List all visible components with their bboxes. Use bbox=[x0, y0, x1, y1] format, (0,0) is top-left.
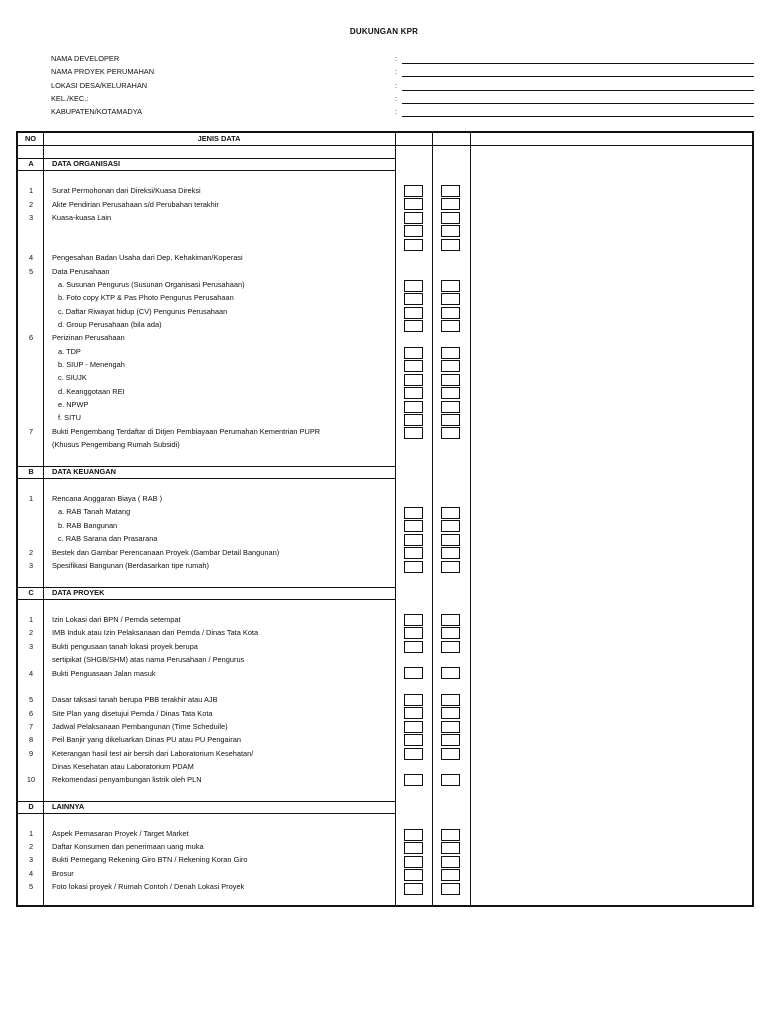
row-number: 4 bbox=[28, 869, 34, 878]
checkbox-col1[interactable] bbox=[404, 225, 423, 237]
checkbox-col1[interactable] bbox=[404, 748, 423, 760]
checkbox-col2[interactable] bbox=[441, 225, 460, 237]
checkbox-col1[interactable] bbox=[404, 212, 423, 224]
field-value-kabupaten[interactable] bbox=[402, 116, 754, 117]
row-text: e. NPWP bbox=[58, 400, 89, 409]
checkbox-col1[interactable] bbox=[404, 614, 423, 626]
row-text: a. TDP bbox=[58, 347, 81, 356]
row-number: 5 bbox=[28, 882, 34, 891]
row-number: 6 bbox=[28, 709, 34, 718]
row-number: 1 bbox=[28, 829, 34, 838]
checkbox-col2[interactable] bbox=[441, 721, 460, 733]
col-header-jenis: JENIS DATA bbox=[197, 134, 241, 143]
section-rule bbox=[18, 599, 395, 600]
row-text: IMB Induk atau Izin Pelaksanaan dari Pemda / Dinas Tata Kota bbox=[52, 628, 259, 637]
row-text: (Khusus Pengembang Rumah Subsidi) bbox=[52, 440, 180, 449]
row-text: Rekomendasi penyambungan listrik oleh PLN bbox=[52, 775, 202, 784]
checkbox-col1[interactable] bbox=[404, 374, 423, 386]
checkbox-col1[interactable] bbox=[404, 293, 423, 305]
row-number: 3 bbox=[28, 561, 34, 570]
row-number: 1 bbox=[28, 615, 34, 624]
col-divider bbox=[395, 133, 396, 905]
section-code: C bbox=[28, 588, 34, 597]
checkbox-col2[interactable] bbox=[441, 387, 460, 399]
row-text: Bukti pengusaan tanah lokasi proyek berupa bbox=[52, 642, 198, 651]
row-text: c. Daftar Riwayat hidup (CV) Pengurus Perusahaan bbox=[58, 307, 228, 316]
row-text: Bukti Pemegang Rekening Giro BTN / Rekening Koran Giro bbox=[52, 855, 248, 864]
checkbox-col2[interactable] bbox=[441, 869, 460, 881]
row-text: c. SIUJK bbox=[58, 373, 87, 382]
row-text: sertipikat (SHGB/SHM) atas nama Perusahaan / Pengurus bbox=[52, 655, 245, 664]
field-colon: : bbox=[395, 67, 398, 76]
checkbox-col2[interactable] bbox=[441, 829, 460, 841]
checkbox-col2[interactable] bbox=[441, 293, 460, 305]
row-text: Brosur bbox=[52, 869, 74, 878]
row-number: 3 bbox=[28, 642, 34, 651]
checkbox-col2[interactable] bbox=[441, 734, 460, 746]
checkbox-col2[interactable] bbox=[441, 842, 460, 854]
field-label-kelkec: KEL./KEC.: bbox=[51, 94, 89, 103]
checkbox-col2[interactable] bbox=[441, 547, 460, 559]
checkbox-col2[interactable] bbox=[441, 401, 460, 413]
checkbox-col1[interactable] bbox=[404, 694, 423, 706]
checkbox-col1[interactable] bbox=[404, 401, 423, 413]
checkbox-col1[interactable] bbox=[404, 883, 423, 895]
row-text: Kuasa-kuasa Lain bbox=[52, 213, 112, 222]
row-text: Rencana Anggaran Biaya ( RAB ) bbox=[52, 494, 163, 503]
checkbox-col2[interactable] bbox=[441, 561, 460, 573]
field-value-developer[interactable] bbox=[402, 63, 754, 64]
row-text: b. SIUP - Menengah bbox=[58, 360, 125, 369]
row-text: Surat Permohonan dari Direksi/Kuasa Direksi bbox=[52, 186, 201, 195]
row-text: Keterangan hasil test air bersih dari Laboratorium Kesehatan/ bbox=[52, 749, 254, 758]
checkbox-col1[interactable] bbox=[404, 414, 423, 426]
row-number: 3 bbox=[28, 213, 34, 222]
checkbox-col2[interactable] bbox=[441, 883, 460, 895]
row-text: a. Susunan Pengurus (Susunan Organisasi Perusahaan) bbox=[58, 280, 245, 289]
checkbox-col2[interactable] bbox=[441, 185, 460, 197]
checkbox-col1[interactable] bbox=[404, 427, 423, 439]
checkbox-col1[interactable] bbox=[404, 307, 423, 319]
checkbox-col1[interactable] bbox=[404, 707, 423, 719]
checkbox-col1[interactable] bbox=[404, 721, 423, 733]
checkbox-col2[interactable] bbox=[441, 707, 460, 719]
checkbox-col1[interactable] bbox=[404, 627, 423, 639]
row-number: 8 bbox=[28, 735, 34, 744]
row-number: 9 bbox=[28, 749, 34, 758]
checkbox-col2[interactable] bbox=[441, 307, 460, 319]
section-rule bbox=[18, 170, 395, 171]
checkbox-col2[interactable] bbox=[441, 507, 460, 519]
col-divider bbox=[43, 133, 44, 905]
checkbox-col2[interactable] bbox=[441, 627, 460, 639]
row-text: Bestek dan Gambar Perencanaan Proyek (Gambar Detail Bangunan) bbox=[52, 548, 280, 557]
field-colon: : bbox=[395, 54, 398, 63]
checkbox-col1[interactable] bbox=[404, 320, 423, 332]
checkbox-col1[interactable] bbox=[404, 547, 423, 559]
row-number: 6 bbox=[28, 333, 34, 342]
row-text: Spesifikasi Bangunan (Berdasarkan tipe rumah) bbox=[52, 561, 209, 570]
section-code: D bbox=[28, 802, 34, 811]
row-text: Daftar Konsumen dan penerimaan uang muka bbox=[52, 842, 204, 851]
section-code: B bbox=[28, 467, 34, 476]
field-colon: : bbox=[395, 107, 398, 116]
row-text: Dasar taksasi tanah berupa PBB terakhir atau AJB bbox=[52, 695, 218, 704]
row-number: 4 bbox=[28, 253, 34, 262]
field-colon: : bbox=[395, 81, 398, 90]
field-value-lokasi[interactable] bbox=[402, 90, 754, 91]
field-colon: : bbox=[395, 94, 398, 103]
row-text: a. RAB Tanah Matang bbox=[58, 507, 131, 516]
checkbox-col2[interactable] bbox=[441, 856, 460, 868]
checkbox-col2[interactable] bbox=[441, 774, 460, 786]
checkbox-col2[interactable] bbox=[441, 212, 460, 224]
row-number: 2 bbox=[28, 842, 34, 851]
section-title: DATA KEUANGAN bbox=[52, 467, 116, 476]
checkbox-col1[interactable] bbox=[404, 842, 423, 854]
row-number: 1 bbox=[28, 186, 34, 195]
row-text: Bukti Penguasaan Jalan masuk bbox=[52, 669, 156, 678]
row-text: b. RAB Bangunan bbox=[58, 521, 118, 530]
field-label-lokasi: LOKASI DESA/KELURAHAN bbox=[51, 81, 148, 90]
checkbox-col1[interactable] bbox=[404, 667, 423, 679]
checkbox-col2[interactable] bbox=[441, 280, 460, 292]
checkbox-col1[interactable] bbox=[404, 734, 423, 746]
page-title: DUKUNGAN KPR bbox=[349, 27, 419, 36]
row-number: 1 bbox=[28, 494, 34, 503]
field-label-kabupaten: KABUPATEN/KOTAMADYA bbox=[51, 107, 143, 116]
checkbox-col2[interactable] bbox=[441, 667, 460, 679]
col-divider bbox=[432, 133, 433, 905]
field-label-developer: NAMA DEVELOPER bbox=[51, 54, 120, 63]
row-text: Dinas Kesehatan atau Laboratorium PDAM bbox=[52, 762, 194, 771]
row-number: 3 bbox=[28, 855, 34, 864]
row-text: Perizinan Perusahaan bbox=[52, 333, 125, 342]
row-text: Akte Pendirian Perusahaan s/d Perubahan terakhir bbox=[52, 200, 219, 209]
row-text: b. Foto copy KTP & Pas Photo Pengurus Perusahaan bbox=[58, 293, 234, 302]
checkbox-col1[interactable] bbox=[404, 856, 423, 868]
checkbox-col1[interactable] bbox=[404, 520, 423, 532]
col-divider bbox=[470, 133, 471, 905]
col-header-no: NO bbox=[24, 134, 37, 143]
row-number: 5 bbox=[28, 695, 34, 704]
checkbox-col1[interactable] bbox=[404, 198, 423, 210]
checkbox-col2[interactable] bbox=[441, 748, 460, 760]
checkbox-col1[interactable] bbox=[404, 534, 423, 546]
checkbox-col2[interactable] bbox=[441, 520, 460, 532]
checkbox-col2[interactable] bbox=[441, 427, 460, 439]
row-number: 4 bbox=[28, 669, 34, 678]
row-number: 7 bbox=[28, 722, 34, 731]
checkbox-col2[interactable] bbox=[441, 534, 460, 546]
field-value-proyek[interactable] bbox=[402, 76, 754, 77]
checkbox-col2[interactable] bbox=[441, 198, 460, 210]
header-divider bbox=[18, 145, 752, 146]
checkbox-col2[interactable] bbox=[441, 374, 460, 386]
row-text: Izin Lokasi dari BPN / Pemda setempat bbox=[52, 615, 181, 624]
checkbox-col1[interactable] bbox=[404, 239, 423, 251]
checkbox-col2[interactable] bbox=[441, 239, 460, 251]
row-text: d. Group Perusahaan (bila ada) bbox=[58, 320, 162, 329]
row-text: Bukti Pengembang Terdaftar di Ditjen Pembiayaan Perumahan Kementrian PUPR bbox=[52, 427, 321, 436]
checkbox-col1[interactable] bbox=[404, 280, 423, 292]
checkbox-col1[interactable] bbox=[404, 641, 423, 653]
section-rule bbox=[18, 813, 395, 814]
checkbox-col1[interactable] bbox=[404, 774, 423, 786]
checkbox-col1[interactable] bbox=[404, 561, 423, 573]
section-title: DATA PROYEK bbox=[52, 588, 105, 597]
checkbox-col2[interactable] bbox=[441, 360, 460, 372]
row-text: Peil Banjir yang dikeluarkan Dinas PU atau PU Pengairan bbox=[52, 735, 241, 744]
field-value-kelkec[interactable] bbox=[402, 103, 754, 104]
checkbox-col2[interactable] bbox=[441, 320, 460, 332]
checkbox-col1[interactable] bbox=[404, 869, 423, 881]
row-number: 2 bbox=[28, 548, 34, 557]
checkbox-col2[interactable] bbox=[441, 414, 460, 426]
checkbox-col1[interactable] bbox=[404, 829, 423, 841]
row-number: 10 bbox=[26, 775, 36, 784]
checkbox-col2[interactable] bbox=[441, 347, 460, 359]
checkbox-col2[interactable] bbox=[441, 641, 460, 653]
checkbox-col1[interactable] bbox=[404, 360, 423, 372]
checkbox-col1[interactable] bbox=[404, 507, 423, 519]
row-number: 7 bbox=[28, 427, 34, 436]
section-title: LAINNYA bbox=[52, 802, 85, 811]
row-number: 2 bbox=[28, 628, 34, 637]
row-text: Data Perusahaan bbox=[52, 267, 110, 276]
section-code: A bbox=[28, 159, 34, 168]
row-text: f. SITU bbox=[58, 413, 81, 422]
row-text: Aspek Pemasaran Proyek / Target Market bbox=[52, 829, 189, 838]
checkbox-col1[interactable] bbox=[404, 387, 423, 399]
field-label-proyek: NAMA PROYEK PERUMAHAN bbox=[51, 67, 155, 76]
checkbox-col2[interactable] bbox=[441, 694, 460, 706]
checkbox-col2[interactable] bbox=[441, 614, 460, 626]
row-text: Jadwal Pelaksanaan Pembangunan (Time Scheduile) bbox=[52, 722, 228, 731]
document-table bbox=[16, 131, 754, 907]
row-number: 2 bbox=[28, 200, 34, 209]
row-text: d. Keanggotaan REI bbox=[58, 387, 125, 396]
row-text: Foto lokasi proyek / Rumah Contoh / Denah Lokasi Proyek bbox=[52, 882, 245, 891]
row-number: 5 bbox=[28, 267, 34, 276]
checkbox-col1[interactable] bbox=[404, 347, 423, 359]
checkbox-col1[interactable] bbox=[404, 185, 423, 197]
row-text: Site Plan yang disetujui Pemda / Dinas Tata Kota bbox=[52, 709, 213, 718]
row-text: c. RAB Sarana dan Prasarana bbox=[58, 534, 158, 543]
section-rule bbox=[18, 478, 395, 479]
row-text: Pengesahan Badan Usaha dari Dep. Kehakiman/Koperasi bbox=[52, 253, 243, 262]
section-title: DATA ORGANISASI bbox=[52, 159, 121, 168]
